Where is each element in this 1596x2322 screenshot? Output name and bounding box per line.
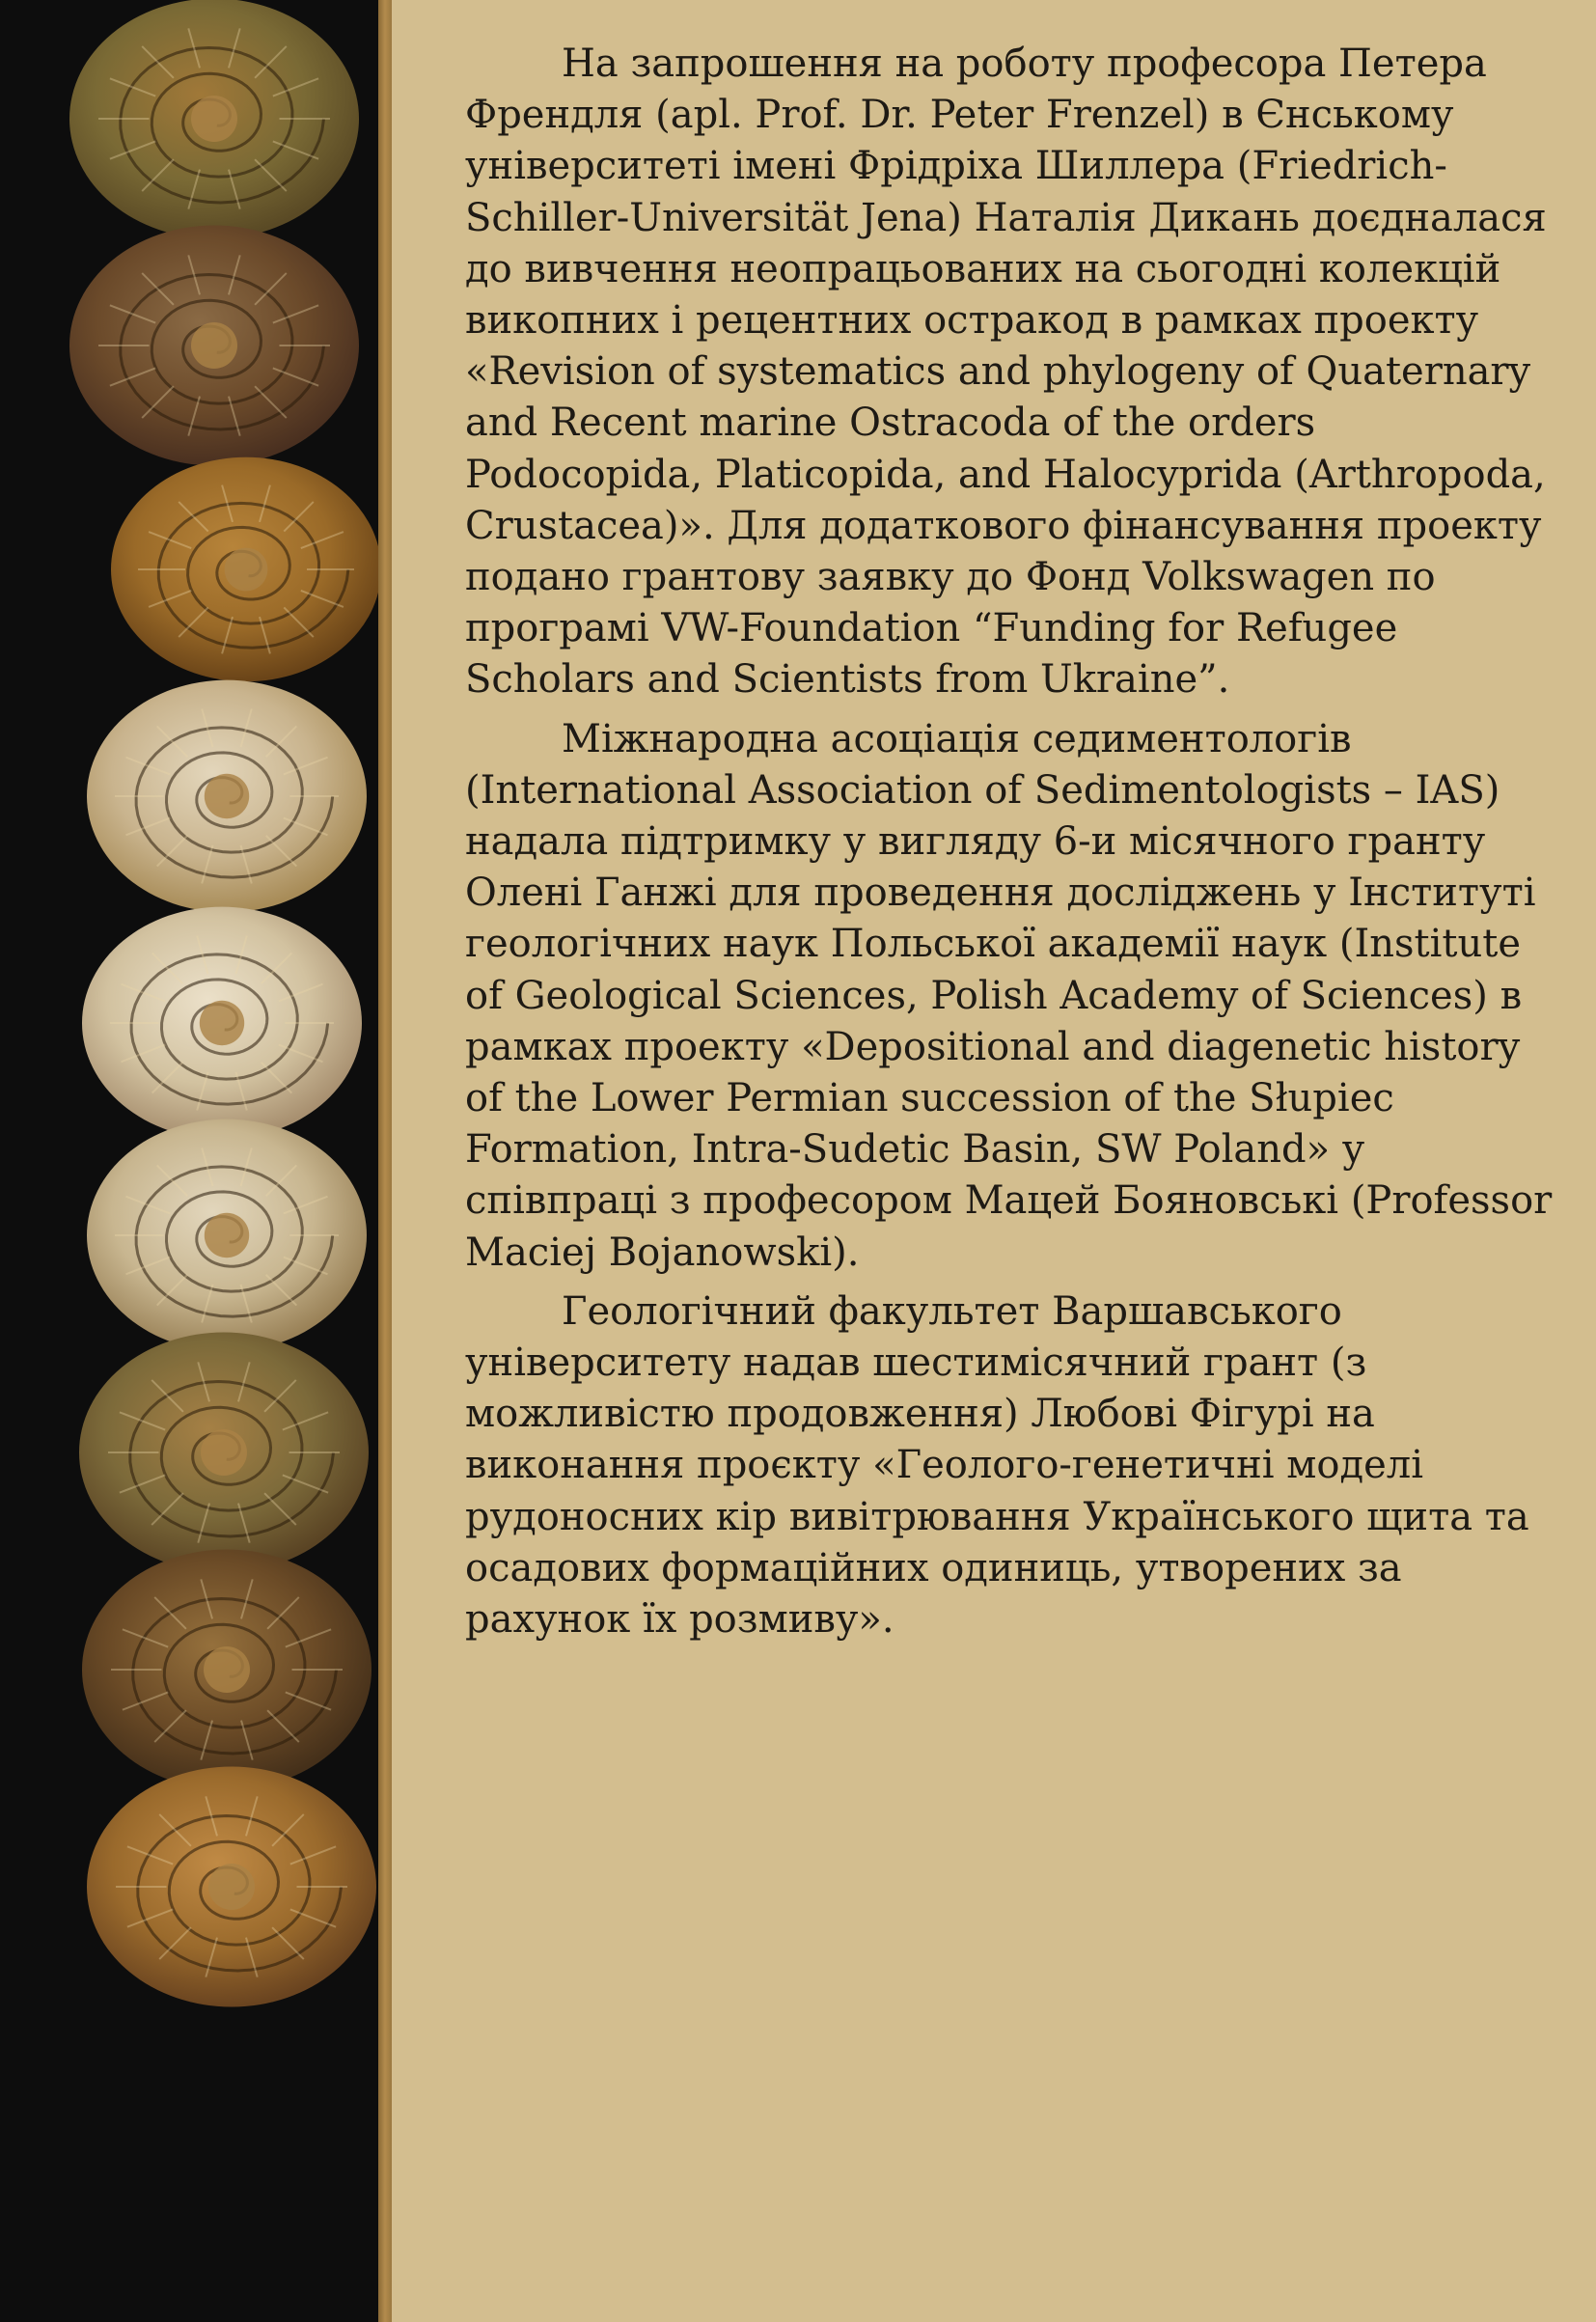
paragraph-warsaw-grant: Геологічний факультет Варшавського університету надав шестимісячний грант (з можливістю продовження) Любові Фігурі на виконання проєкту «Геолого-генетичні моделі рудоносних кір вивітрювання Українського щита та осадових формаційних одиниць, утворених за рахунок їх розмиву». (465, 1288, 1529, 1643)
paragraph-jena-grant: На запрошення на роботу професора Петера Френдля (apl. Prof. Dr. Peter Frenzel) в Єнському університеті імені Фрідріха Шиллера (Friedrich-Schiller-Universität Jena) Наталія Дикань доєдналася до вивчення неопрацьованих на сьогодні колекцій викопних і рецентних остракод в рамках проекту «Revision of systematics and phylogeny of Quaternary and Recent marine Ostracoda of the orders Podocopida, Platicopida, and Halocyprida (Arthropoda, Crustacea)». Для додаткового фінансування проекту подано грантову заявку до Фонд Volkswagen по програмі VW-Foundation “Funding for Refugee Scholars and Scientists from Ukraine”. (465, 41, 1547, 703)
paragraph-ias-grant: Міжнародна асоціація седиментологів (International Association of Sedimentologists – IAS) надала підтримку у вигляду 6-и місячного гранту Олені Ганжі для проведення досліджень у Інституті геологічних наук Польської академії наук (Institute of Geological Sciences, Polish Academy of Sciences) в рамках проекту «Depositional and diagenetic history of the Lower Permian succession of the Słupiec Formation, Intra-Sudetic Basin, SW Poland» у співпраці з професором Мацей Бояновські (Professor Maciej Bojanowski). (465, 716, 1553, 1275)
ammonite-image-column (0, 0, 378, 2322)
ammonite-fossil-image (111, 457, 378, 681)
ammonite-fossil-image (82, 907, 362, 1140)
ammonite-fossil-image (69, 0, 359, 239)
fossil-sidebar (0, 0, 378, 2322)
sidebar-divider-stripe (378, 0, 392, 2322)
ammonite-fossil-image (87, 680, 367, 913)
ammonite-fossil-image (87, 1767, 376, 2007)
article-text (465, 39, 1555, 1653)
ammonite-fossil-image (69, 226, 359, 466)
ammonite-fossil-image (87, 1120, 367, 1352)
ammonite-fossil-image (82, 1550, 371, 1790)
ammonite-fossil-image (79, 1333, 369, 1573)
